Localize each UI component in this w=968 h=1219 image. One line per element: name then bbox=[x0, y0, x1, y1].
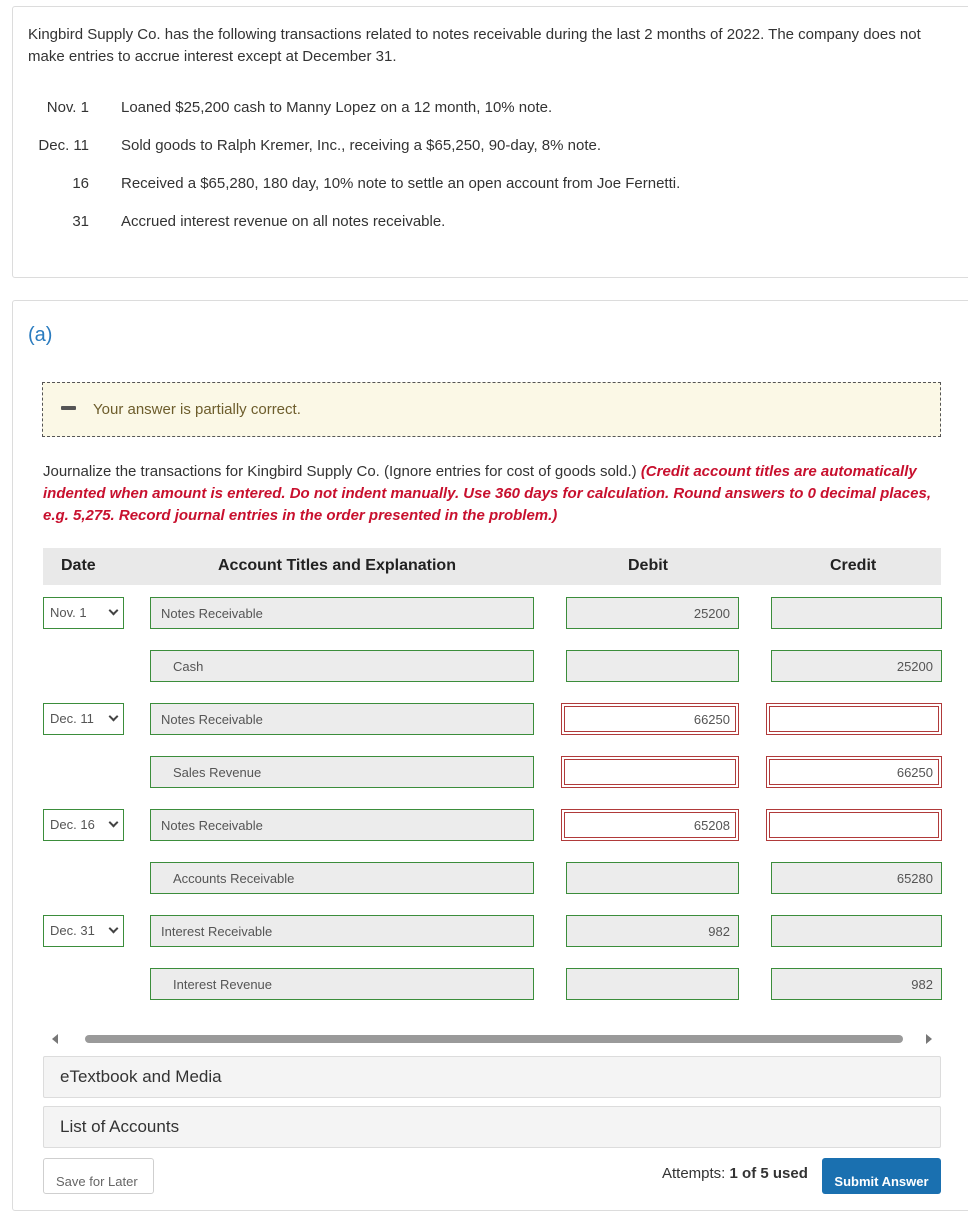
date-select-value: Dec. 16 bbox=[50, 817, 95, 832]
date-select-value: Dec. 11 bbox=[50, 711, 94, 726]
debit-input[interactable] bbox=[566, 862, 739, 894]
date-select[interactable] bbox=[43, 597, 124, 629]
feedback-text: Your answer is partially correct. bbox=[93, 401, 301, 418]
header-account: Account Titles and Explanation bbox=[218, 557, 456, 574]
account-input[interactable]: Notes Receivable bbox=[150, 703, 534, 735]
scroll-right-arrow-icon[interactable] bbox=[926, 1034, 932, 1044]
chevron-down-icon bbox=[109, 924, 119, 934]
debit-input[interactable]: 982 bbox=[566, 915, 739, 947]
transaction-date: 31 bbox=[72, 213, 89, 230]
transaction-description: Loaned $25,200 cash to Manny Lopez on a 12 month, 10% note. bbox=[121, 99, 553, 116]
problem-intro: Kingbird Supply Co. has the following transactions related to notes receivable during the last 2 months of 2022. The company does not make entries to accrue interest except at December 31. bbox=[28, 26, 921, 65]
partial-correct-icon bbox=[61, 406, 76, 410]
credit-input[interactable] bbox=[771, 597, 942, 629]
transaction-date: Dec. 11 bbox=[38, 137, 89, 154]
account-input[interactable]: Cash bbox=[150, 650, 534, 682]
credit-input[interactable] bbox=[766, 703, 942, 735]
date-select-value: Dec. 31 bbox=[50, 923, 95, 938]
scroll-left-arrow-icon[interactable] bbox=[52, 1034, 58, 1044]
date-select[interactable] bbox=[43, 809, 124, 841]
attempts-value: 1 of 5 used bbox=[729, 1165, 808, 1182]
list-of-accounts-toggle[interactable]: List of Accounts bbox=[43, 1106, 941, 1148]
credit-input[interactable]: 65280 bbox=[771, 862, 942, 894]
header-date: Date bbox=[61, 557, 96, 574]
debit-input[interactable]: 25200 bbox=[566, 597, 739, 629]
credit-input[interactable]: 982 bbox=[771, 968, 942, 1000]
chevron-down-icon bbox=[109, 818, 119, 828]
debit-input[interactable] bbox=[566, 650, 739, 682]
header-credit: Credit bbox=[830, 557, 877, 574]
horizontal-scrollbar[interactable] bbox=[85, 1035, 903, 1043]
account-input[interactable]: Sales Revenue bbox=[150, 756, 534, 788]
part-label: (a) bbox=[28, 324, 53, 346]
credit-input[interactable] bbox=[766, 809, 942, 841]
date-select[interactable] bbox=[43, 915, 124, 947]
chevron-down-icon bbox=[109, 712, 119, 722]
credit-input[interactable] bbox=[771, 915, 942, 947]
debit-input[interactable] bbox=[561, 756, 739, 788]
transaction-description: Accrued interest revenue on all notes receivable. bbox=[121, 213, 446, 230]
etextbook-media-toggle[interactable]: eTextbook and Media bbox=[43, 1056, 941, 1098]
debit-input[interactable]: 66250 bbox=[561, 703, 739, 735]
transaction-date: 16 bbox=[72, 175, 89, 192]
transaction-date: Nov. 1 bbox=[46, 99, 89, 116]
attempts-label: Attempts: bbox=[662, 1165, 730, 1182]
account-input[interactable]: Notes Receivable bbox=[150, 597, 534, 629]
instructions-text: Journalize the transactions for Kingbird Supply Co. (Ignore entries for cost of goods sold.) bbox=[43, 463, 641, 480]
date-select-value: Nov. 1 bbox=[50, 605, 87, 620]
header-debit: Debit bbox=[628, 557, 668, 574]
account-input[interactable]: Interest Revenue bbox=[150, 968, 534, 1000]
debit-input[interactable]: 65208 bbox=[561, 809, 739, 841]
chevron-down-icon bbox=[109, 606, 119, 616]
date-select[interactable] bbox=[43, 703, 124, 735]
debit-input[interactable] bbox=[566, 968, 739, 1000]
submit-answer-button[interactable]: Submit Answer bbox=[822, 1158, 941, 1194]
account-input[interactable]: Notes Receivable bbox=[150, 809, 534, 841]
attempts-indicator bbox=[662, 1165, 808, 1182]
transaction-description: Received a $65,280, 180 day, 10% note to settle an open account from Joe Fernetti. bbox=[121, 175, 681, 192]
credit-input[interactable]: 25200 bbox=[771, 650, 942, 682]
account-input[interactable]: Interest Receivable bbox=[150, 915, 534, 947]
instructions bbox=[43, 461, 943, 527]
save-for-later-button[interactable]: Save for Later bbox=[43, 1158, 154, 1194]
transaction-description: Sold goods to Ralph Kremer, Inc., receiving a $65,250, 90-day, 8% note. bbox=[121, 137, 602, 154]
account-input[interactable]: Accounts Receivable bbox=[150, 862, 534, 894]
journal-table-header bbox=[43, 548, 941, 585]
instructions-warning: (Credit account titles are automatically indented when amount is entered. Do not indent manually. Use 360 days for calculation. Round answers to 0 decimal places, e.g. 5,275. Record journal entries in the order presented in the problem.) bbox=[43, 463, 931, 524]
credit-input[interactable]: 66250 bbox=[766, 756, 942, 788]
